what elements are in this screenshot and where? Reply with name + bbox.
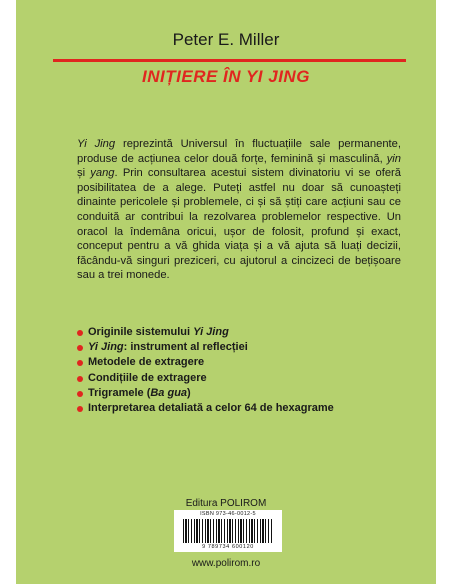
description-paragraph xyxy=(77,137,401,283)
list-item-text-end: ) xyxy=(187,386,191,399)
list-item-italic: Yi Jing xyxy=(88,341,124,354)
blurb-and: și xyxy=(77,167,91,180)
list-item-text-end: : instrument al reflecției xyxy=(123,341,248,354)
list-item xyxy=(77,325,407,340)
publisher-name: Editura POLIROM xyxy=(185,498,267,509)
blurb-yin: yin xyxy=(386,152,401,165)
blurb-text-2: . Prin consultarea acestui sistem divinatoriu vi se oferă posibilitatea de a alege. Puteți astfel nu doar să cunoașteți dinainte pericolele și problemele, ci și să știți care acțiuni sau ce conduită ar contribui la rezolvarea problemelor respective. Un oracol la îndemâna oricui, ușor de folosit, profund și exact, conceput pentru a vă ghida viața și a vă ajuta să luați decizii, făcându-vă singuri preziceri, cu ajutorul a cincizeci de bețișoare sau a trei monede. xyxy=(77,167,401,282)
bullet-dot-icon xyxy=(77,330,83,336)
bullet-dot-icon xyxy=(77,406,83,412)
list-item xyxy=(77,386,407,401)
list-item-text: Condițiile de extragere xyxy=(88,371,207,384)
bullet-dot-icon xyxy=(77,360,83,366)
author-name: Peter E. Miller xyxy=(172,30,280,49)
list-item-text: Trigramele ( xyxy=(88,386,151,399)
isbn-text: ISBN 973-46-0012-5 xyxy=(200,511,256,517)
list-item xyxy=(77,401,407,416)
barcode-icon xyxy=(183,519,273,543)
blurb-text-1: reprezintă Universul în fluctuațiile sale permanente, produse de acțiunea celor două forțe, feminină și masculină, xyxy=(77,138,401,165)
list-item xyxy=(77,340,407,355)
isbn-barcode xyxy=(174,510,282,552)
list-item-text: Metodele de extragere xyxy=(88,356,205,369)
book-back-cover xyxy=(16,0,436,584)
blurb-lead: Yi Jing xyxy=(77,138,116,150)
list-item-italic: Yi Jing xyxy=(193,326,229,338)
red-divider xyxy=(53,59,406,62)
book-title: INIȚIERE ÎN YI JING xyxy=(142,67,310,86)
bullet-dot-icon xyxy=(77,376,83,382)
bullet-dot-icon xyxy=(77,391,83,397)
publisher-website: www.polirom.ro xyxy=(191,558,261,569)
contents-list xyxy=(77,325,407,416)
blurb-yang: yang xyxy=(90,167,115,180)
list-item xyxy=(77,355,407,370)
list-item-text: Originile sistemului xyxy=(88,326,194,338)
barcode-number: 9 789734 600120 xyxy=(202,544,254,550)
list-item xyxy=(77,371,407,386)
list-item-italic: Ba gua xyxy=(150,386,188,399)
bullet-dot-icon xyxy=(77,345,83,351)
list-item-text: Interpretarea detaliată a celor 64 de hexagrame xyxy=(88,402,334,415)
